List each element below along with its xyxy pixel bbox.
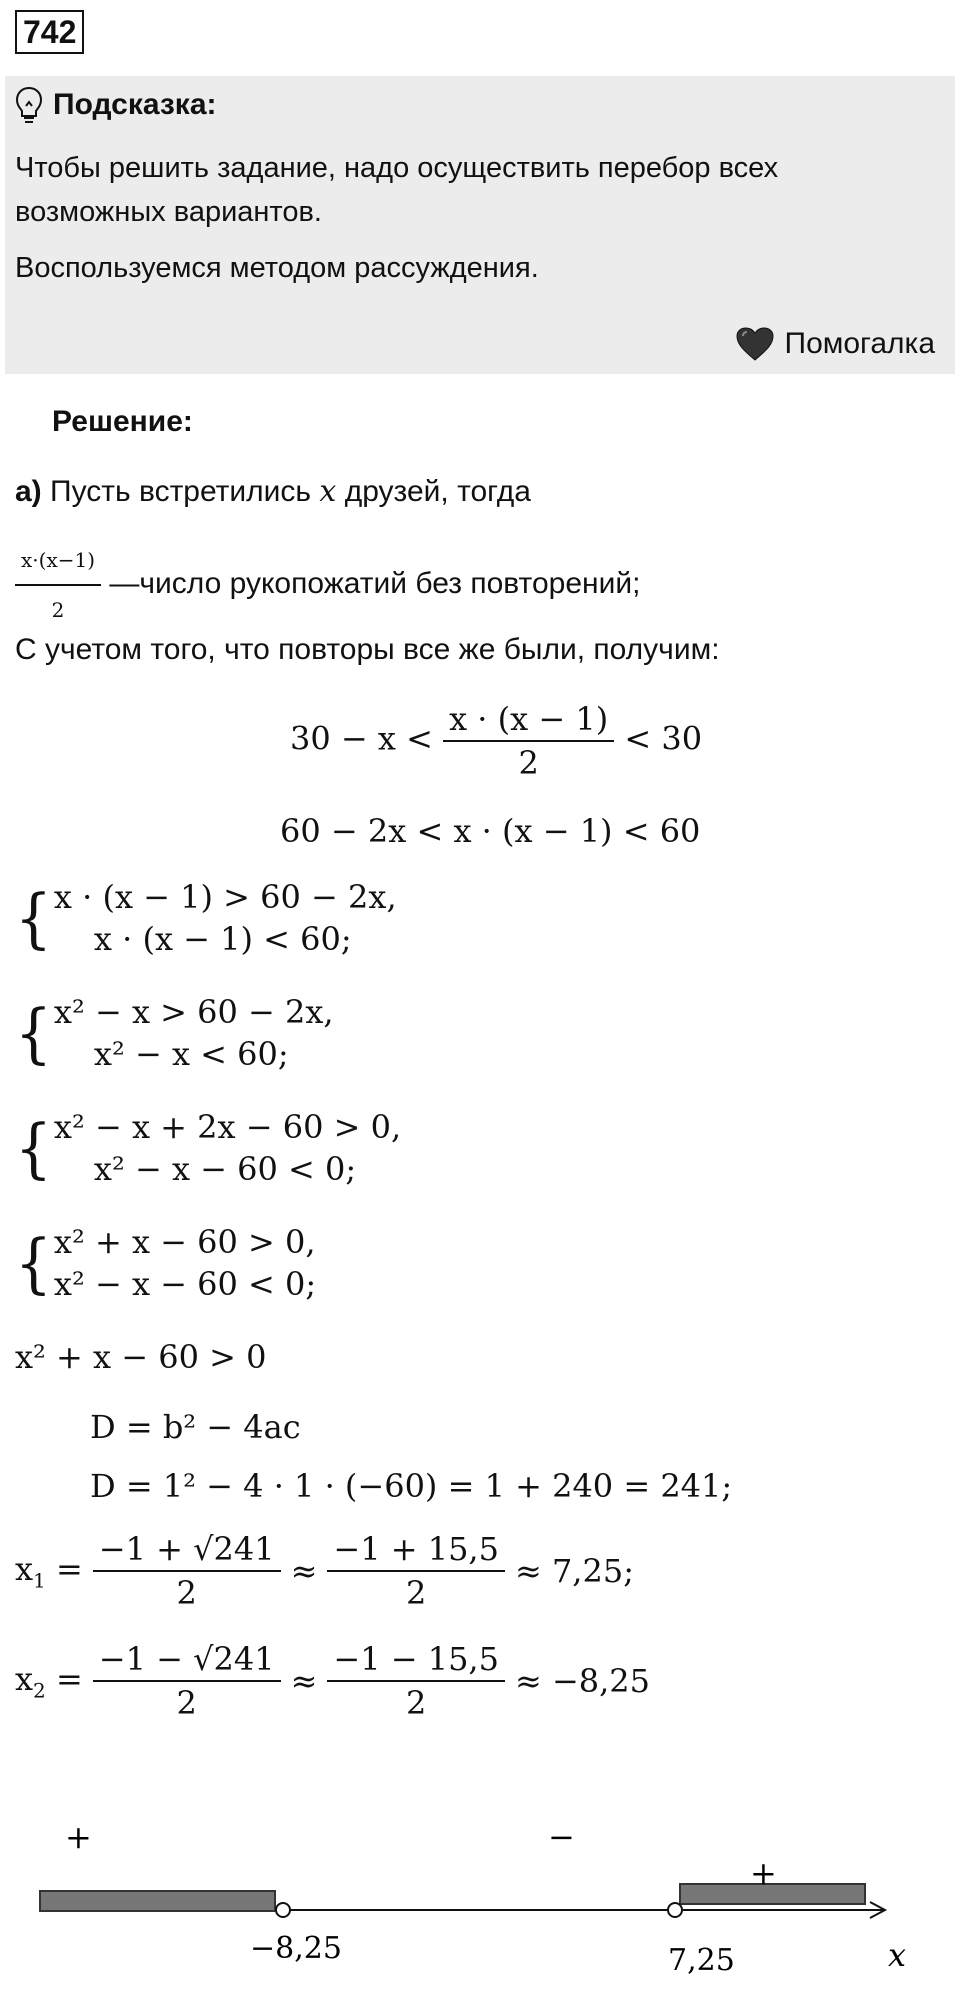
x2-frac-2: $\frac{-1 - 15,5}{2}$ xyxy=(327,1640,505,1722)
inequality: x² + x − 60 > 0 xyxy=(15,1338,267,1376)
root-x2 xyxy=(15,1640,650,1722)
approx-sign: ≈ xyxy=(290,1662,318,1700)
point-left xyxy=(276,1903,290,1917)
solution-heading: Решение: xyxy=(52,405,193,438)
discriminant-formula: D = b² − 4ac xyxy=(90,1408,301,1446)
hint-title-text: Подсказка: xyxy=(53,88,217,121)
eq1-den: 2 xyxy=(518,744,539,782)
system-4-line-1: x² + x − 60 > 0, xyxy=(53,1223,316,1261)
task-number: 742 xyxy=(15,10,84,54)
helper-label: Помогалка xyxy=(784,327,935,360)
sign-middle: − xyxy=(548,1818,575,1856)
system-brace: { xyxy=(15,1224,52,1302)
axis-label: x xyxy=(888,1936,907,1974)
label-right: 7,25 xyxy=(668,1943,735,1978)
x2-result: ≈ −8,25 xyxy=(514,1662,650,1700)
eq1-left: 30 − x < xyxy=(290,719,433,758)
approx-sign: ≈ xyxy=(290,1552,318,1590)
part-a-label: а) xyxy=(15,475,42,508)
small-fraction-den: 2 xyxy=(51,598,65,622)
equation-1 xyxy=(290,700,702,782)
system-3-line-1: x² − x + 2x − 60 > 0, xyxy=(53,1108,402,1146)
system-2-line-2: x² − x < 60; xyxy=(93,1035,289,1073)
interval-left xyxy=(40,1891,275,1911)
sign-right: + xyxy=(750,1854,777,1892)
sign-left: + xyxy=(65,1818,92,1856)
eq1-right: < 30 xyxy=(624,719,703,758)
system-brace: { xyxy=(15,879,52,957)
system-2 xyxy=(15,993,334,1073)
point-right xyxy=(668,1903,682,1917)
handshakes-line xyxy=(15,538,640,632)
number-line xyxy=(0,1790,960,2000)
system-1-line-1: x · (x − 1) > 60 − 2x, xyxy=(53,878,397,916)
eq1-fraction xyxy=(443,700,614,782)
root-x1 xyxy=(15,1530,634,1612)
system-1 xyxy=(15,878,397,958)
heart-icon xyxy=(735,326,775,362)
system-brace: { xyxy=(15,994,52,1072)
eq1-num: x · (x − 1) xyxy=(443,700,614,742)
part-a-var: x xyxy=(319,474,337,509)
system-3 xyxy=(15,1108,401,1188)
part-a-text-before: Пусть встретились xyxy=(50,475,312,508)
helper-link[interactable] xyxy=(735,326,936,362)
equation-2: 60 − 2x < x · (x − 1) < 60 xyxy=(280,812,701,850)
part-a-line xyxy=(15,470,531,514)
system-2-line-1: x² − x > 60 − 2x, xyxy=(53,993,334,1031)
small-fraction-num: x·(x−1) xyxy=(15,538,101,586)
system-1-line-2: x · (x − 1) < 60; xyxy=(93,920,352,958)
discriminant-calc: D = 1² − 4 · 1 · (−60) = 1 + 240 = 241; xyxy=(90,1467,733,1505)
x1-result: ≈ 7,25; xyxy=(514,1552,634,1590)
small-fraction xyxy=(15,538,101,632)
system-brace: { xyxy=(15,1109,52,1187)
hint-text-1: Чтобы решить задание, надо осуществить перебор всех возможных вариантов. xyxy=(15,152,779,228)
hint-text-2: Воспользуемся методом рассуждения. xyxy=(15,252,539,284)
x1-frac-1: $\frac{-1 + √241}{2}$ xyxy=(93,1530,281,1612)
handshakes-text: —число рукопожатий без повторений; xyxy=(109,566,641,600)
system-4-line-2: x² − x − 60 < 0; xyxy=(53,1265,317,1303)
x2-frac-1: $\frac{-1 - √241}{2}$ xyxy=(93,1640,281,1722)
x2-label: $x_2$ = xyxy=(15,1659,83,1703)
hint-box xyxy=(5,76,955,374)
repeats-text: С учетом того, что повторы все же были, получим: xyxy=(15,633,720,666)
part-a-text-after: друзей, тогда xyxy=(344,475,531,508)
lightbulb-icon xyxy=(15,86,43,124)
x1-label: $x_1$ = xyxy=(15,1549,83,1593)
label-left: −8,25 xyxy=(250,1931,342,1966)
hint-title xyxy=(15,86,217,124)
system-3-line-2: x² − x − 60 < 0; xyxy=(93,1150,357,1188)
system-4 xyxy=(15,1223,316,1303)
x1-frac-2: $\frac{-1 + 15,5}{2}$ xyxy=(327,1530,505,1612)
